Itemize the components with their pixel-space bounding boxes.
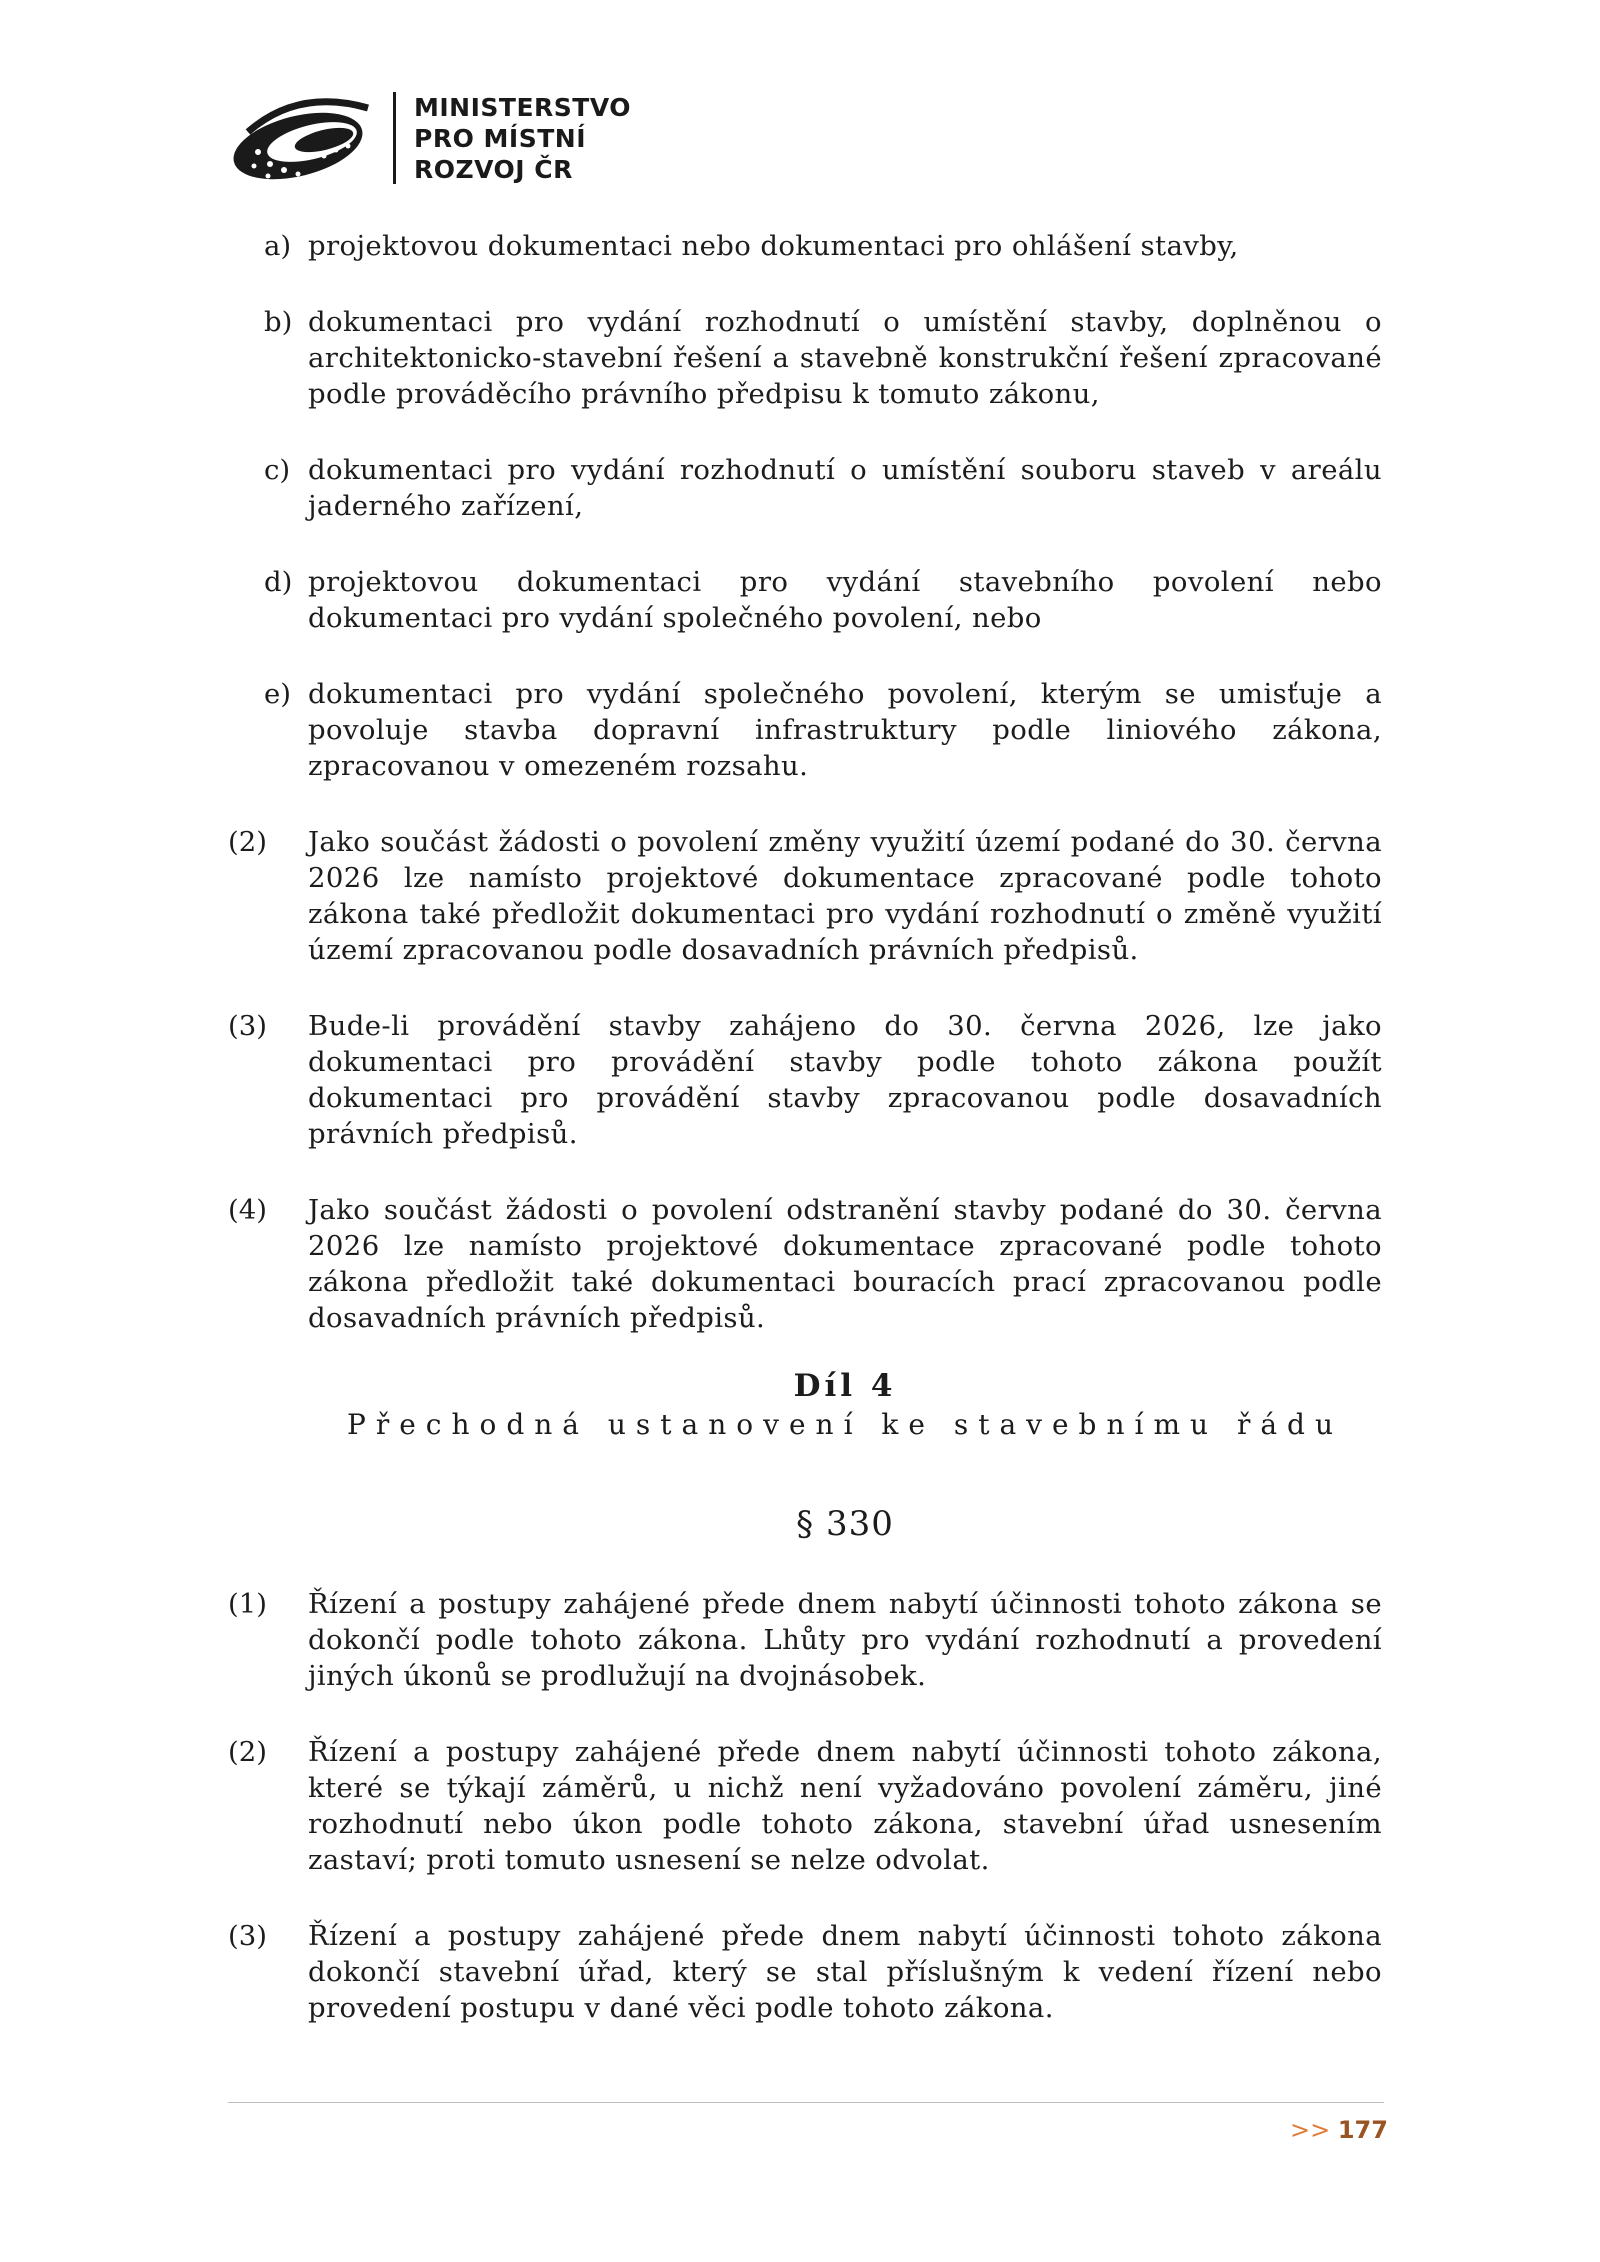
part-heading	[228, 1366, 1382, 1444]
paragraph-3	[228, 1008, 1382, 1152]
list-item-text: dokumentaci pro vydání společného povolení, kterým se umisťuje a povoluje stavba dopravní infrastruktury podle liniového zákona, zpracovanou v omezeném rozsahu.	[308, 678, 1382, 782]
paragraph-4	[228, 1192, 1382, 1336]
list-item-d	[228, 564, 1382, 636]
part-number: Díl 4	[793, 1368, 897, 1404]
paragraph-text: Jako součást žádosti o povolení odstranění stavby podané do 30. června 2026 lze namísto projektové dokumentace zpracované podle tohoto zákona předložit také dokumentaci bouracích prací zpracovanou podle dosavadních právních předpisů.	[308, 1194, 1382, 1334]
list-item-marker: c)	[264, 454, 291, 486]
paragraph-marker: (1)	[228, 1588, 267, 1620]
paragraph-marker: (3)	[228, 1920, 267, 1952]
section-paragraph-3	[228, 1918, 1382, 2026]
document-body	[228, 228, 1382, 2026]
ministry-name-line: PRO MÍSTNÍ	[414, 124, 586, 153]
page-number	[1290, 2115, 1388, 2145]
paragraph-2	[228, 824, 1382, 968]
part-title: Přechodná ustanovení ke stavebnímu řádu	[346, 1408, 1343, 1441]
ministry-emblem-icon	[228, 94, 378, 186]
list-item-e	[228, 676, 1382, 784]
section-paragraph-1	[228, 1586, 1382, 1694]
page-header	[228, 90, 668, 190]
list-item-marker: a)	[264, 230, 292, 262]
list-item-b	[228, 304, 1382, 412]
ministry-name-line: ROZVOJ ČR	[414, 155, 573, 184]
list-item-text: dokumentaci pro vydání rozhodnutí o umístění souboru staveb v areálu jaderného zařízení,	[308, 454, 1382, 522]
section-paragraph-2	[228, 1734, 1382, 1878]
page-arrows: >>	[1290, 2116, 1331, 2144]
paragraph-text: Řízení a postupy zahájené přede dnem nabytí účinnosti tohoto zákona se dokončí podle tohoto zákona. Lhůty pro vydání rozhodnutí a provedení jiných úkonů se prodlužují na dvojnásobek.	[308, 1588, 1382, 1692]
paragraph-text: Bude-li provádění stavby zahájeno do 30. června 2026, lze jako dokumentaci pro provádění stavby podle tohoto zákona použít dokumentaci pro provádění stavby zpracovanou podle dosavadních právních předpisů.	[308, 1010, 1382, 1150]
paragraph-marker: (2)	[228, 1736, 267, 1768]
paragraph-marker: (2)	[228, 826, 267, 858]
ministry-name	[414, 92, 631, 185]
list-item-c	[228, 452, 1382, 524]
list-item-a	[228, 228, 1382, 264]
list-item-text: dokumentaci pro vydání rozhodnutí o umístění stavby, doplněnou o architektonicko-stavební řešení a stavebně konstrukční řešení zpracované podle prováděcího právního předpisu k tomuto zákonu,	[308, 306, 1382, 410]
ministry-name-line: MINISTERSTVO	[414, 93, 632, 122]
paragraph-text: Jako součást žádosti o povolení změny využití území podané do 30. června 2026 lze namísto projektové dokumentace zpracované podle tohoto zákona také předložit dokumentaci pro vydání rozhodnutí o změně využití území zpracovanou podle dosavadních právních předpisů.	[308, 826, 1382, 966]
list-item-text: projektovou dokumentaci nebo dokumentaci pro ohlášení stavby,	[308, 230, 1239, 262]
paragraph-marker: (3)	[228, 1010, 267, 1042]
paragraph-marker: (4)	[228, 1194, 267, 1226]
list-item-marker: e)	[264, 678, 292, 710]
footer-divider	[228, 2102, 1384, 2103]
paragraph-text: Řízení a postupy zahájené přede dnem nabytí účinnosti tohoto zákona dokončí stavební úřad, který se stal příslušným k vedení řízení nebo provedení postupu v dané věci podle tohoto zákona.	[308, 1920, 1382, 2024]
list-item-text: projektovou dokumentaci pro vydání stavebního povolení nebo dokumentaci pro vydání společného povolení, nebo	[308, 566, 1382, 634]
section-title: § 330	[796, 1504, 894, 1544]
paragraph-text: Řízení a postupy zahájené přede dnem nabytí účinnosti tohoto zákona, které se týkají záměrů, u nichž není vyžadováno povolení záměru, jiné rozhodnutí nebo úkon podle tohoto zákona, stavební úřad usnesením zastaví; proti tomuto usnesení se nelze odvolat.	[308, 1736, 1382, 1876]
list-item-marker: b)	[264, 306, 293, 338]
page-number-value: 177	[1337, 2116, 1388, 2144]
list-item-marker: d)	[264, 566, 293, 598]
logo-divider	[393, 92, 396, 184]
